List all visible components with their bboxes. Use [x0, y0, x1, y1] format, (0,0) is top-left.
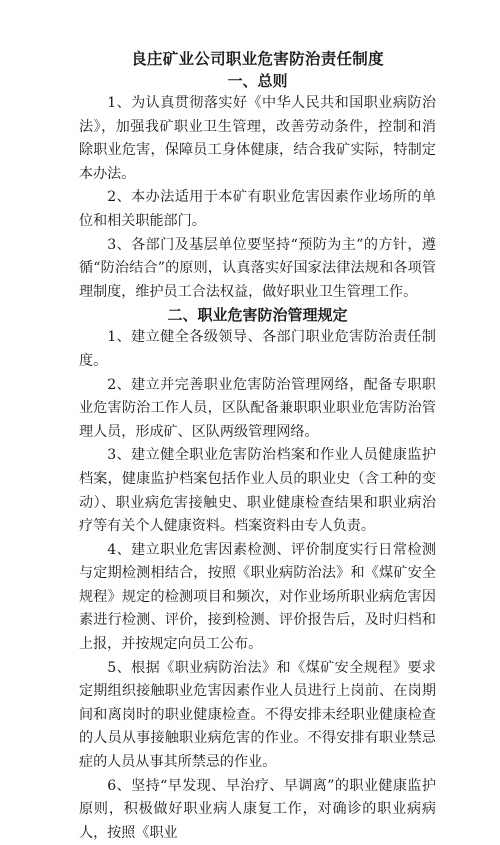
paragraph: 1、为认真贯彻落实好《中华人民共和国职业病防治法》，加强我矿职业卫生管理，改善劳动条件，控制和消除职业危害，保障员工身体健康，结合我矿实际，特制定本办法。 — [79, 95, 436, 182]
paragraph: 3、建立健全职业危害防治档案和作业人员健康监护档案，健康监护档案包括作业人员的职业史（含工种的变动）、职业病危害接触史、职业健康检查结果和职业病治疗等有关个人健康资料。档案资料由专人负责。 — [79, 447, 436, 535]
section-management-rules — [79, 304, 436, 845]
section-general — [79, 70, 436, 304]
paragraph: 2、建立并完善职业危害防治管理网络，配备专职职业危害防治工作人员，区队配备兼职职业职业危害防治管理人员，形成矿、区队两级管理网络。 — [79, 376, 436, 440]
paragraph: 6、坚持“早发现、早治疗、早调离”的职业健康监护原则，积极做好职业病人康复工作，对确诊的职业病病人，按照《职业 — [79, 777, 436, 841]
paragraph: 1、建立健全各级领导、各部门职业危害防治责任制度。 — [79, 329, 436, 369]
section-heading-management-rules: 二、职业危害防治管理规定 — [167, 306, 348, 325]
paragraph: 5、根据《职业病防治法》和《煤矿安全规程》要求定期组织接触职业危害因素作业人员进行上岗前、在岗期间和离岗时的职业健康检查。不得安排未经职业健康检查的人员从事接触职业病危害的作业。不得安排有职业禁忌症的人员从事其所禁忌的作业。 — [79, 659, 436, 771]
paragraph: 3、各部门及基层单位要坚持“预防为主”的方针，遵循“防治结合”的原则，认真落实好国家法律法规和各项管理制度，维护员工合法权益，做好职业卫生管理工作。 — [79, 236, 436, 300]
paragraph: 4、建立职业危害因素检测、评价制度实行日常检测与定期检测相结合，按照《职业病防治法》和《煤矿安全规程》规定的检测项目和频次，对作业场所职业病危害因素进行检测、评价，接到检测、评价报告后，及时归档和上报，并按规定向员工公布。 — [79, 541, 436, 653]
paragraph: 2、本办法适用于本矿有职业危害因素作业场所的单位和相关职能部门。 — [79, 189, 436, 229]
section-heading-general: 一、总则 — [227, 72, 288, 90]
document-title: 良庄矿业公司职业危害防治责任制度 — [131, 50, 384, 68]
